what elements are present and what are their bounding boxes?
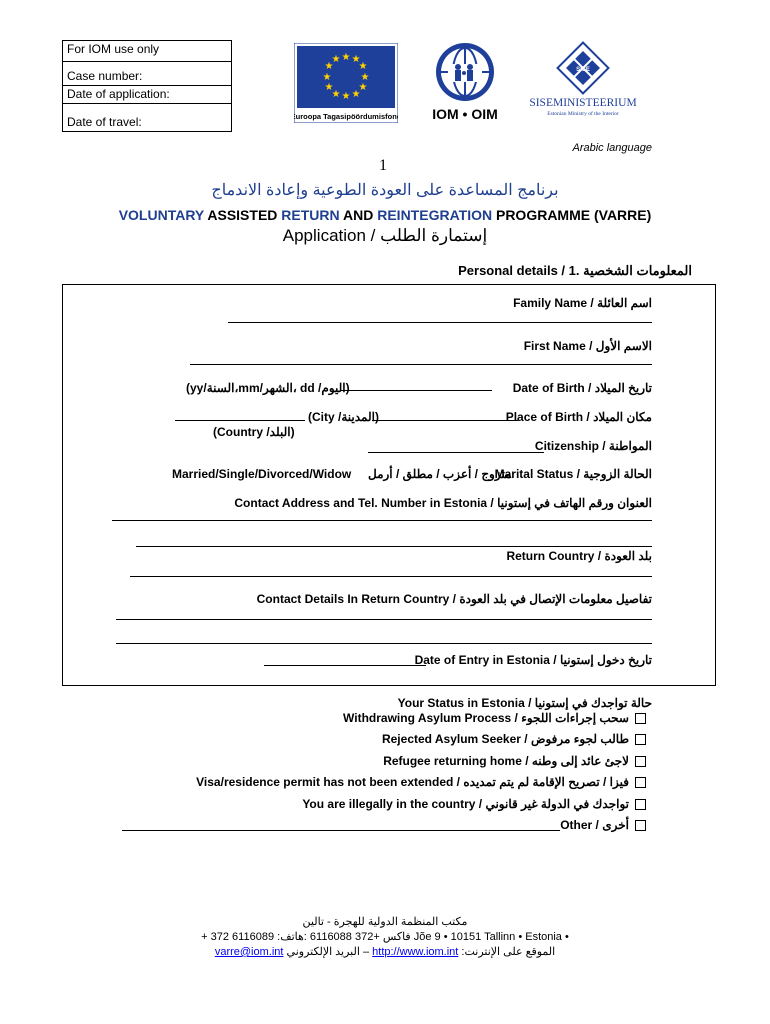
citizenship-label: Citizenship / المواطنة [534, 439, 652, 453]
contact-return-field-1[interactable] [116, 619, 652, 620]
svg-text:★: ★ [360, 72, 370, 83]
iom-caption: IOM • OIM [432, 106, 498, 122]
dob-label: Date of Birth / تاريخ الميلاد [512, 381, 652, 395]
contact-return-label: Contact Details In Return Country / تفاصيل معلومات الإتصال في بلد العودة [256, 592, 652, 606]
sise-text: SISE [576, 67, 590, 73]
svg-text:★: ★ [341, 52, 351, 63]
footer-office: مكتب المنظمة الدولية للهجرة - تالين [302, 916, 468, 928]
ministry-logo [520, 40, 646, 120]
city-hint: (City /المدينة) [308, 410, 379, 424]
status-option-withdrawing[interactable]: Withdrawing Asylum Process / سحب إجراءات اللجوء [343, 711, 646, 725]
footer-links: varre@iom.int البريد الإلكتروني – http://www.iom.int :الموقع على الإنترنت [214, 946, 556, 958]
date-entry-label: Date of Entry in Estonia / تاريخ دخول إستونيا [414, 653, 652, 667]
return-country-label: Return Country / بلد العودة [506, 549, 652, 563]
title-english: VOLUNTARY ASSISTED RETURN AND REINTEGRATION PROGRAMME (VARRE) [118, 207, 652, 223]
email-link[interactable]: varre@iom.int [214, 946, 284, 958]
family-name-field[interactable] [228, 322, 652, 323]
svg-text:★: ★ [324, 61, 334, 72]
dob-field[interactable] [340, 390, 492, 391]
contact-address-field-1[interactable] [112, 520, 652, 521]
eu-caption: Euroopa Tagasipöördumisfond [294, 112, 398, 121]
iom-use-box [62, 40, 232, 132]
case-number-label: Case number: [67, 69, 143, 83]
other-field[interactable] [122, 830, 560, 831]
contact-return-field-2[interactable] [116, 643, 652, 644]
ministry-name: SISEMINISTEERIUM [529, 97, 637, 109]
language-label: Arabic language [572, 142, 652, 154]
status-option-refugee[interactable]: Refugee returning home / لاجئ عائد إلى وطنه [383, 754, 646, 768]
return-country-field[interactable] [130, 576, 652, 577]
svg-text:★: ★ [331, 89, 341, 100]
date-of-application-label: Date of application: [67, 87, 170, 101]
eu-flag-logo [294, 43, 398, 123]
checkbox[interactable] [635, 756, 646, 767]
page-number: 1 [379, 157, 387, 174]
website-link[interactable]: http://www.iom.int [372, 946, 459, 958]
first-name-field[interactable] [190, 364, 652, 365]
ministry-subtitle: Estonian Ministry of the Interior [547, 111, 619, 117]
checkbox[interactable] [635, 820, 646, 831]
checkbox[interactable] [635, 713, 646, 724]
svg-text:★: ★ [341, 91, 351, 102]
dob-format-hint: (yy/السنة،mm/الشهر، dd /اليوم) [186, 381, 350, 395]
status-option-other[interactable]: Other / أخرى [560, 818, 646, 832]
svg-text:★: ★ [358, 61, 368, 72]
svg-text:★: ★ [358, 82, 368, 93]
checkbox[interactable] [635, 734, 646, 745]
marital-options: Married/Single/Divorced/Widow [172, 467, 352, 481]
title-arabic: برنامج المساعدة على العودة الطوعية وإعادة الاندماج [211, 182, 559, 199]
personal-details-heading: Personal details / المعلومات الشخصية .1 [458, 263, 692, 278]
footer-contact: + 372 6116089 :فاكس +372 6116088 :هاتف Jõe 9 • 10151 Tallinn • Estonia • [201, 931, 569, 943]
svg-text:★: ★ [322, 72, 332, 83]
status-option-illegal[interactable]: You are illegally in the country / تواجدك في الدولة غير قانوني [302, 797, 646, 811]
contact-address-field-2[interactable] [136, 546, 652, 547]
status-option-visa[interactable]: Visa/residence permit has not been extended / فيزا / تصريح الإقامة لم يتم تمديده [196, 775, 646, 789]
application-title: Application / إستمارة الطلب [282, 226, 488, 245]
date-entry-field[interactable] [264, 665, 426, 666]
svg-text:★: ★ [351, 89, 361, 100]
iom-logo [418, 40, 512, 123]
pob-field[interactable] [372, 420, 518, 421]
svg-text:★: ★ [351, 54, 361, 65]
footer [0, 915, 770, 960]
contact-address-label: Contact Address and Tel. Number in Estonia / العنوان ورقم الهاتف في إستونيا [234, 496, 652, 510]
status-option-rejected[interactable]: Rejected Asylum Seeker / طالب لجوء مرفوض [382, 732, 646, 746]
svg-text:★: ★ [324, 82, 334, 93]
marital-options-ar: متزوج / أعزب / مطلق / أرمل [368, 467, 512, 481]
checkbox[interactable] [635, 777, 646, 788]
city-field[interactable] [175, 420, 305, 421]
checkbox[interactable] [635, 799, 646, 810]
family-name-label: Family Name / اسم العائلة [513, 296, 652, 310]
status-heading: Your Status in Estonia / حالة تواجدك في إستونيا [397, 696, 652, 710]
svg-text:★: ★ [331, 54, 341, 65]
date-of-travel-label: Date of travel: [67, 115, 142, 129]
pob-label: Place of Birth / مكان الميلاد [505, 410, 652, 424]
iom-use-title: For IOM use only [67, 42, 160, 56]
citizenship-field[interactable] [368, 452, 544, 453]
marital-status-label: Marital Status / الحالة الزوجية [494, 467, 652, 481]
first-name-label: First Name / الاسم الأول [523, 339, 652, 353]
country-hint: (Country /البلد) [213, 425, 295, 439]
